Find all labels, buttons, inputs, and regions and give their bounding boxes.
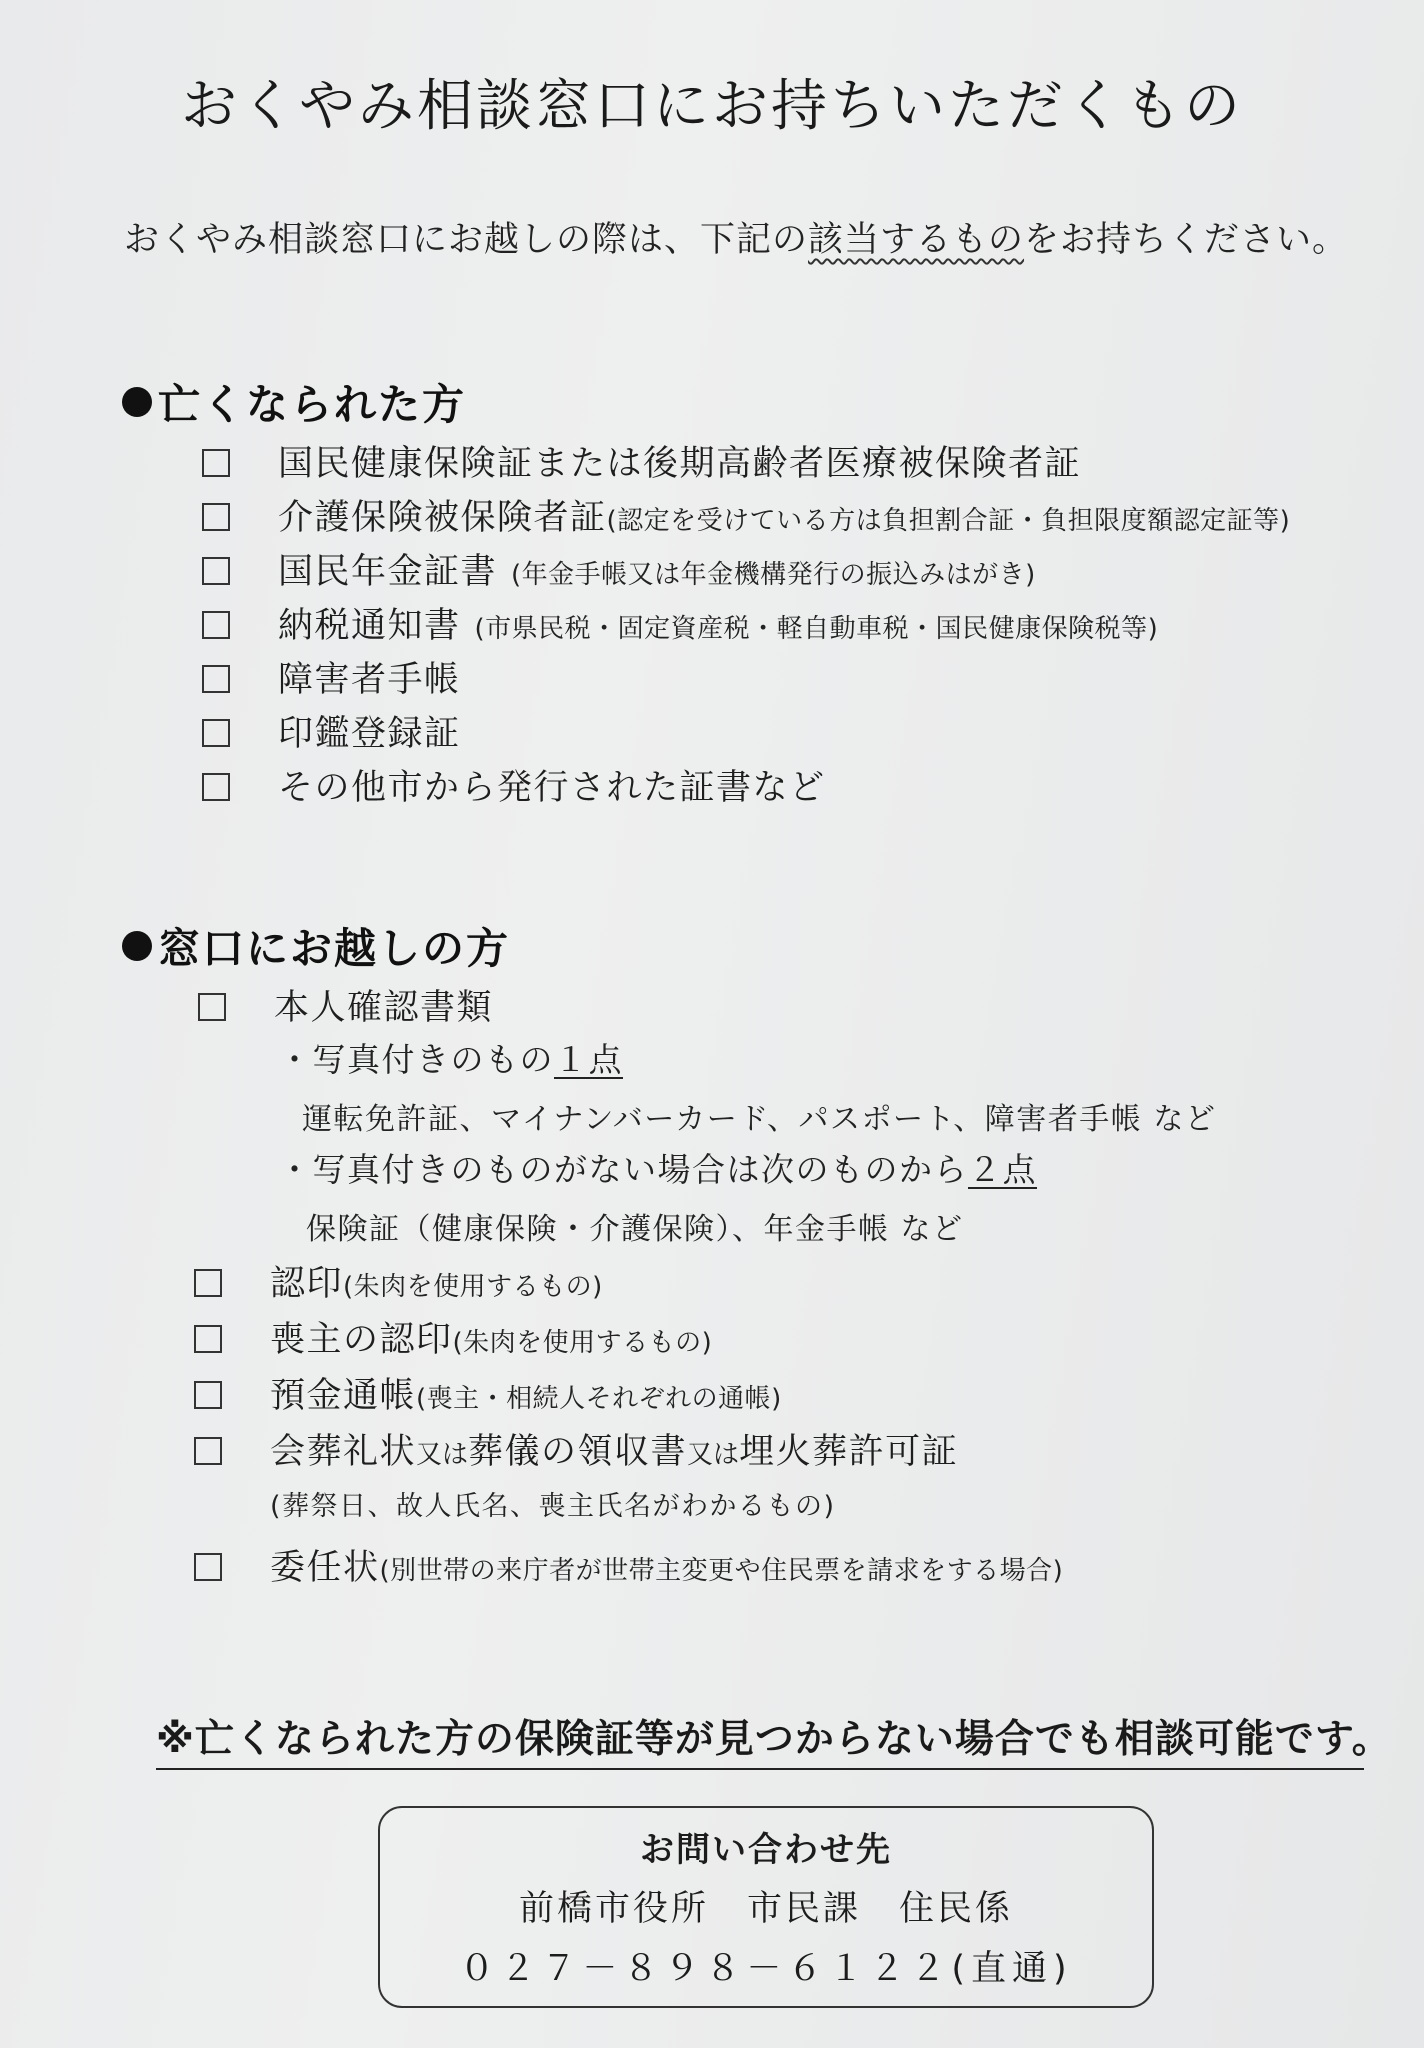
item-label: 葬儀の領収書 xyxy=(468,1432,688,1472)
checkbox-icon xyxy=(194,1325,222,1353)
intro-before: おくやみ相談窓口にお越しの際は、下記の xyxy=(124,220,809,260)
count-text: ２点 xyxy=(968,1150,1037,1189)
checkbox-icon xyxy=(194,1381,222,1409)
contact-phone: ０２７－８９８－６１２２(直通) xyxy=(459,1949,1073,1989)
item-note: (朱肉を使用するもの) xyxy=(452,1328,713,1358)
id-nophoto-line xyxy=(278,1144,1037,1191)
item-label: 印鑑登録証 xyxy=(278,714,461,754)
item-label: 会葬礼状 xyxy=(270,1432,417,1472)
checkbox-icon xyxy=(194,1269,222,1297)
item-label: 障害者手帳 xyxy=(278,660,461,700)
checkbox-icon xyxy=(202,557,230,585)
item-note: (別世帯の来庁者が世帯主変更や住民票を請求をする場合) xyxy=(379,1556,1064,1586)
checkbox-icon xyxy=(202,503,230,531)
checklist-item xyxy=(202,598,1158,648)
id-photo-examples: 運転免許証、マイナンバーカード、パスポート、障害者手帳 など xyxy=(302,1102,1217,1137)
checklist-item xyxy=(194,1312,712,1362)
checklist-item xyxy=(198,980,493,1030)
item-note: (市県民税・固定資産税・軽自動車税・国民健康保険税等) xyxy=(474,614,1159,644)
checklist-item xyxy=(194,1368,782,1418)
item-note: (年金手帳又は年金機構発行の振込みはがき) xyxy=(511,560,1036,590)
checkbox-icon xyxy=(202,611,230,639)
checkbox-icon xyxy=(202,665,230,693)
intro-text xyxy=(124,212,1348,262)
contact-box xyxy=(378,1806,1154,2008)
item-label: 預金通帳 xyxy=(270,1376,417,1416)
item-or: 又は xyxy=(687,1440,740,1470)
item-label: 国民年金証書 xyxy=(278,552,498,592)
checklist-item xyxy=(202,436,1081,486)
id-photo-line xyxy=(278,1034,623,1081)
item-label: 本人確認書類 xyxy=(274,988,494,1028)
contact-office: 前橋市役所 市民課 住民係 xyxy=(518,1889,1013,1929)
item-label: 納税通知書 xyxy=(278,606,461,646)
notice-text: ※亡くなられた方の保険証等が見つからない場合でも相談可能です。 xyxy=(156,1708,1364,1770)
sub-text: ・写真付きのもの xyxy=(278,1040,554,1079)
checklist-item xyxy=(202,544,1036,594)
item-label: その他市から発行された証書など xyxy=(278,768,826,808)
intro-after: をお持ちください。 xyxy=(1024,220,1349,260)
count-text: １点 xyxy=(554,1040,623,1079)
item-label: 埋火葬許可証 xyxy=(739,1432,959,1472)
section-heading-visitor xyxy=(122,916,510,976)
bullet-icon xyxy=(122,387,152,417)
checklist-item xyxy=(202,652,461,702)
checkbox-icon xyxy=(194,1553,222,1581)
checkbox-icon xyxy=(202,773,230,801)
contact-heading: お問い合わせ先 xyxy=(640,1830,892,1870)
section-heading-text: 窓口にお越しの方 xyxy=(158,924,511,973)
item-note: (認定を受けている方は負担割合証・負担限度額認定証等) xyxy=(606,506,1291,536)
checklist-item xyxy=(202,760,826,810)
checklist-item xyxy=(202,490,1290,540)
checklist-item-funeral xyxy=(194,1424,958,1474)
checklist-item xyxy=(202,706,461,756)
item-label: 委任状 xyxy=(270,1548,380,1588)
sub-text: ・写真付きのものがない場合は次のものから xyxy=(278,1150,968,1189)
bullet-icon xyxy=(122,931,152,961)
checkbox-icon xyxy=(202,449,230,477)
checklist-item xyxy=(194,1256,603,1306)
section-heading-text: 亡くなられた方 xyxy=(158,380,467,429)
section-heading-deceased xyxy=(122,372,466,432)
item-label: 認印 xyxy=(270,1264,344,1304)
intro-emphasis: 該当するもの xyxy=(808,220,1025,260)
checkbox-icon xyxy=(198,993,226,1021)
id-nophoto-examples: 保険証（健康保険・介護保険）、年金手帳 など xyxy=(306,1212,964,1247)
checkbox-icon xyxy=(202,719,230,747)
checkbox-icon xyxy=(194,1437,222,1465)
item-label: 介護保険被保険者証 xyxy=(278,498,607,538)
funeral-note: (葬祭日、故人氏名、喪主氏名がわかるもの) xyxy=(270,1491,836,1522)
item-note: (喪主・相続人それぞれの通帳) xyxy=(416,1384,782,1414)
item-or: 又は xyxy=(416,1440,469,1470)
page-title: おくやみ相談窓口にお持ちいただくもの xyxy=(181,74,1243,139)
item-note: (朱肉を使用するもの) xyxy=(343,1272,603,1302)
item-label: 国民健康保険証または後期高齢者医療被保険者証 xyxy=(278,444,1082,484)
item-label: 喪主の認印 xyxy=(270,1320,453,1360)
checklist-item xyxy=(194,1540,1063,1590)
